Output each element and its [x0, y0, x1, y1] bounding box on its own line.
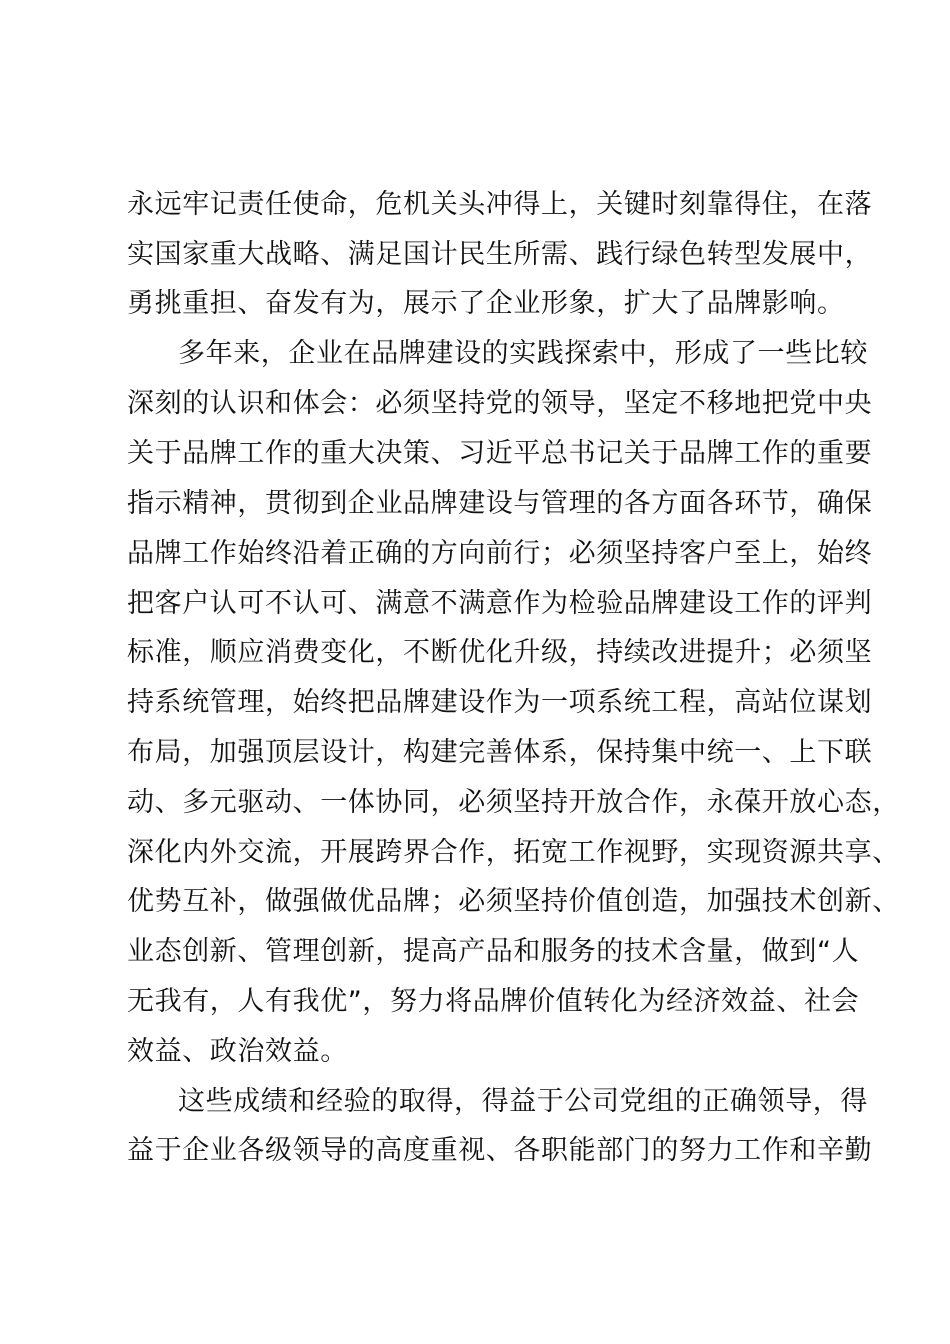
text-line: 动、多元驱动、一体协同，必须坚持开放合作，永葆开放心态，: [127, 787, 900, 818]
text-line: 业态创新、管理创新，提高产品和服务的技术含量，做到“人: [127, 936, 860, 967]
paragraph-first-line: 这些成绩和经验的取得，得益于公司党组的正确领导，得: [178, 1086, 868, 1117]
text-line: 效益、政治效益。: [127, 1036, 348, 1067]
text-line: 把客户认可不认可、满意不满意作为检验品牌建设工作的评判: [127, 588, 873, 619]
text-line: 标准，顺应消费变化，不断优化升级，持续改进提升；必须坚: [127, 637, 873, 668]
text-line: 勇挑重担、奋发有为，展示了企业形象，扩大了品牌影响。: [127, 288, 845, 319]
text-line: 布局，加强顶层设计，构建完善体系，保持集中统一、上下联: [127, 737, 873, 768]
text-line: 品牌工作始终沿着正确的方向前行；必须坚持客户至上，始终: [127, 538, 873, 569]
text-line: 指示精神，贯彻到企业品牌建设与管理的各方面各环节，确保: [127, 488, 873, 519]
text-line: 无我有，人有我优”，努力将品牌价值转化为经济效益、社会: [127, 986, 860, 1017]
text-line: 益于企业各级领导的高度重视、各职能部门的努力工作和辛勤: [127, 1135, 873, 1166]
text-line: 深化内外交流，开展跨界合作，拓宽工作视野，实现资源共享、: [127, 837, 900, 868]
text-line: 持系统管理，始终把品牌建设作为一项系统工程，高站位谋划: [127, 687, 873, 718]
text-line: 实国家重大战略、满足国计民生所需、践行绿色转型发展中，: [127, 239, 873, 270]
text-line: 优势互补，做强做优品牌；必须坚持价值创造，加强技术创新、: [127, 886, 900, 917]
text-line: 关于品牌工作的重大决策、习近平总书记关于品牌工作的重要: [127, 438, 873, 469]
text-line: 永远牢记责任使命，危机关头冲得上，关键时刻靠得住，在落: [127, 189, 873, 220]
text-line: 深刻的认识和体会：必须坚持党的领导，坚定不移地把党中央: [127, 388, 873, 419]
paragraph-first-line: 多年来，企业在品牌建设的实践探索中，形成了一些比较: [178, 338, 868, 369]
